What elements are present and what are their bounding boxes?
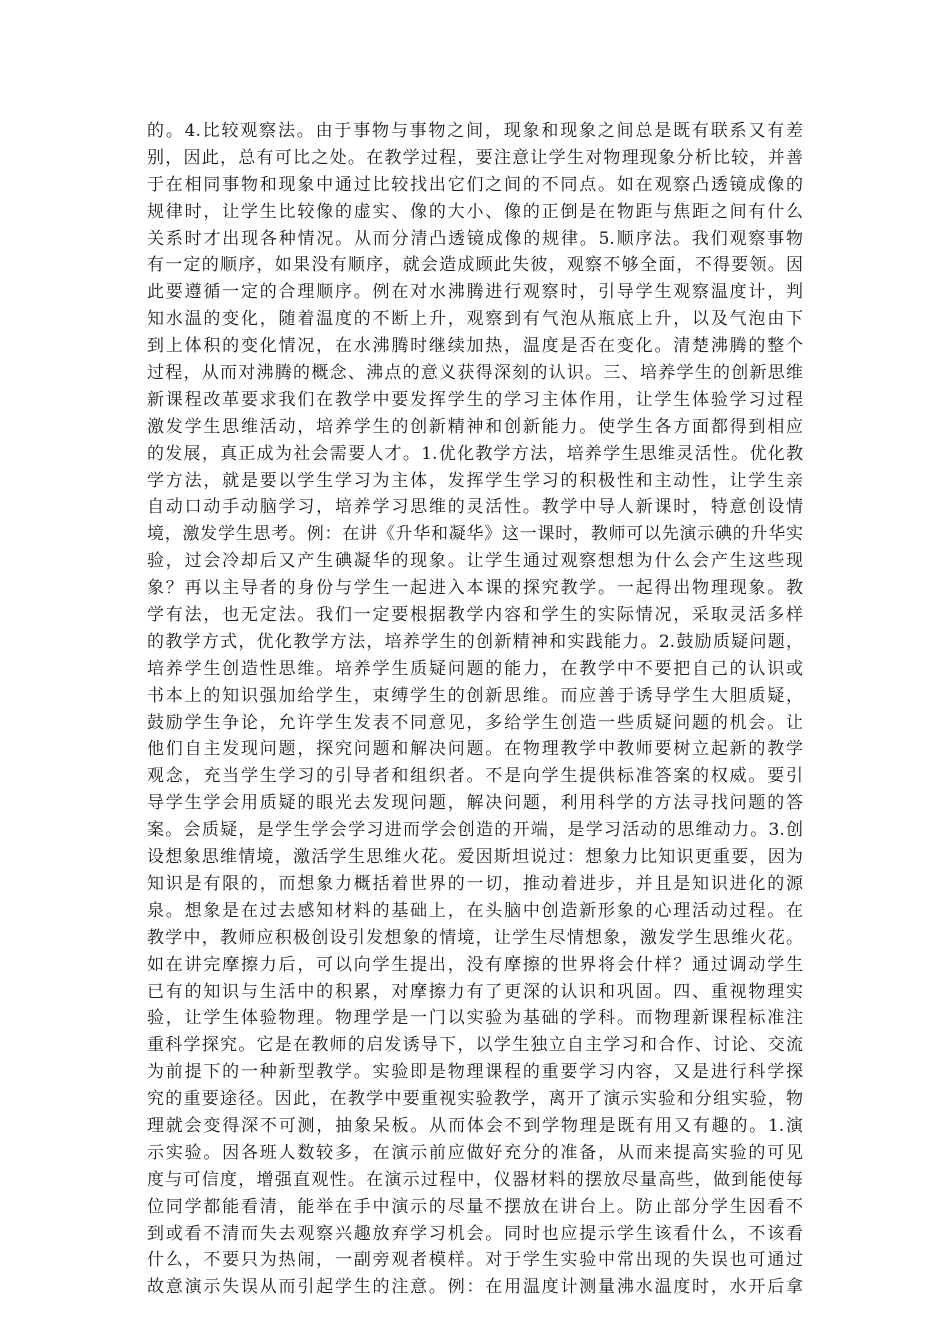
- text-line: 理就会变得深不可测，抽象呆板。从而体会不到学物理是既有用又有趣的。1.演: [147, 1115, 803, 1136]
- text-line: 度与可信度，增强直观性。在演示过程中，仪器材料的摆放尽量高些，做到能使每: [147, 1169, 803, 1190]
- text-line: 于在相同事物和现象中通过比较找出它们之间的不同点。如在观察凸透镜成像的: [147, 174, 803, 195]
- text-line: 新课程改革要求我们在教学中要发挥学生的学习主体作用，让学生体验学习过程: [147, 389, 803, 410]
- text-line: 鼓励学生争论，允许学生发表不同意见，多给学生创造一些质疑问题的机会。让: [147, 712, 803, 733]
- text-line: 关系时才出现各种情况。从而分清凸透镜成像的规律。5.顺序法。我们观察事物: [147, 228, 803, 249]
- text-line: 验，让学生体验物理。物理学是一门以实验为基础的学科。而物理新课程标准注: [147, 1008, 803, 1029]
- text-line: 什么，不要只为热闹，一副旁观者模样。对于学生实验中常出现的失误也可通过: [147, 1250, 803, 1271]
- text-line: 规律时，让学生比较像的虚实、像的大小、像的正倒是在物距与焦距之间有什么: [147, 201, 803, 222]
- text-line: 书本上的知识强加给学生，束缚学生的创新思维。而应善于诱导学生大胆质疑，: [147, 685, 803, 706]
- text-line: 的教学方式，优化教学方法，培养学生的创新精神和实践能力。2.鼓励质疑问题，: [147, 631, 803, 652]
- text-line: 此要遵循一定的合理顺序。例在对水沸腾进行观察时，引导学生观察温度计，判: [147, 282, 803, 303]
- text-line: 的。4.比较观察法。由于事物与事物之间，现象和现象之间总是既有联系又有差: [147, 121, 803, 141]
- text-line: 象？再以主导者的身份与学生一起进入本课的探究教学。一起得出物理现象。教: [147, 578, 803, 599]
- text-line: 到上体积的变化情况，在水沸腾时继续加热，温度是否在变化。清楚沸腾的整个: [147, 336, 803, 357]
- text-line: 教学中，教师应积极创设引发想象的情境，让学生尽情想象，激发学生思维火花。: [147, 927, 803, 948]
- text-line: 境，激发学生思考。例：在讲《升华和凝华》这一课时，教师可以先演示碘的升华实: [147, 524, 803, 545]
- text-line: 观念，充当学生学习的引导者和组织者。不是向学生提供标准答案的权威。要引: [147, 766, 803, 787]
- text-line: 设想象思维情境，激活学生思维火花。爱因斯坦说过：想象力比知识更重要，因为: [147, 847, 803, 868]
- text-line: 激发学生思维活动，培养学生的创新精神和创新能力。使学生各方面都得到相应: [147, 416, 803, 437]
- text-line: 他们自主发现问题，探究问题和解决问题。在物理教学中教师要树立起新的教学: [147, 739, 803, 760]
- text-line: 示实验。因各班人数较多，在演示前应做好充分的准备，从而来提高实验的可见: [147, 1142, 803, 1163]
- text-line: 如在讲完摩擦力后，可以向学生提出，没有摩擦的世界将会什样？通过调动学生: [147, 954, 803, 975]
- text-line: 故意演示失误从而引起学生的注意。例：在用温度计测量沸水温度时，水开后拿: [147, 1277, 803, 1298]
- text-line: 为前提下的一种新型教学。实验即是物理课程的重要学习内容，又是进行科学探: [147, 1062, 803, 1083]
- text-line: 培养学生创造性思维。培养学生质疑问题的能力，在教学中不要把自己的认识或: [147, 658, 803, 679]
- text-line: 案。会质疑，是学生学会学习进而学会创造的开端，是学习活动的思维动力。3.创: [147, 820, 803, 841]
- text-line: 学有法，也无定法。我们一定要根据教学内容和学生的实际情况，采取灵活多样: [147, 605, 803, 626]
- text-line: 到或看不清而失去观察兴趣放弃学习机会。同时也应提示学生该看什么，不该看: [147, 1223, 803, 1244]
- text-line: 别，因此，总有可比之处。在教学过程，要注意让学生对物理现象分析比较，并善: [147, 147, 803, 168]
- text-line: 已有的知识与生活中的积累，对摩擦力有了更深的认识和巩固。四、重视物理实: [147, 981, 803, 1002]
- text-line: 导学生学会用质疑的眼光去发现问题，解决问题，利用科学的方法寻找问题的答: [147, 793, 803, 814]
- text-line: 知识是有限的，而想象力概括着世界的一切，推动着进步，并且是知识进化的源: [147, 873, 803, 894]
- text-line: 过程，从而对沸腾的概念、沸点的意义获得深刻的认识。三、培养学生的创新思维: [147, 363, 803, 384]
- text-line: 知水温的变化，随着温度的不断上升，观察到有气泡从瓶底上升，以及气泡由下: [147, 309, 803, 330]
- text-line: 泉。想象是在过去感知材料的基础上，在头脑中创造新形象的心理活动过程。在: [147, 900, 803, 921]
- text-line: 位同学都能看清，能举在手中演示的尽量不摆放在讲台上。防止部分学生因看不: [147, 1196, 803, 1217]
- text-line: 学方法，就是要以学生学习为主体，发挥学生学习的积极性和主动性，让学生亲: [147, 470, 803, 491]
- text-line: 究的重要途径。因此，在教学中要重视实验教学，离开了演示实验和分组实验，物: [147, 1089, 803, 1110]
- text-line: 重科学探究。它是在教师的启发诱导下，以学生独立自主学习和合作、讨论、交流: [147, 1035, 803, 1056]
- text-line: 的发展，真正成为社会需要人才。1.优化教学方法，培养学生思维灵活性。优化教: [147, 443, 803, 464]
- text-line: 有一定的顺序，如果没有顺序，就会造成顾此失彼，观察不够全面，不得要领。因: [147, 255, 803, 276]
- text-line: 自动口动手动脑学习，培养学习思维的灵活性。教学中导人新课时，特意创设情: [147, 497, 803, 518]
- body-text: [147, 118, 803, 1301]
- text-line: 验，过会冷却后又产生碘凝华的现象。让学生通过观察想想为什么会产生这些现: [147, 551, 803, 572]
